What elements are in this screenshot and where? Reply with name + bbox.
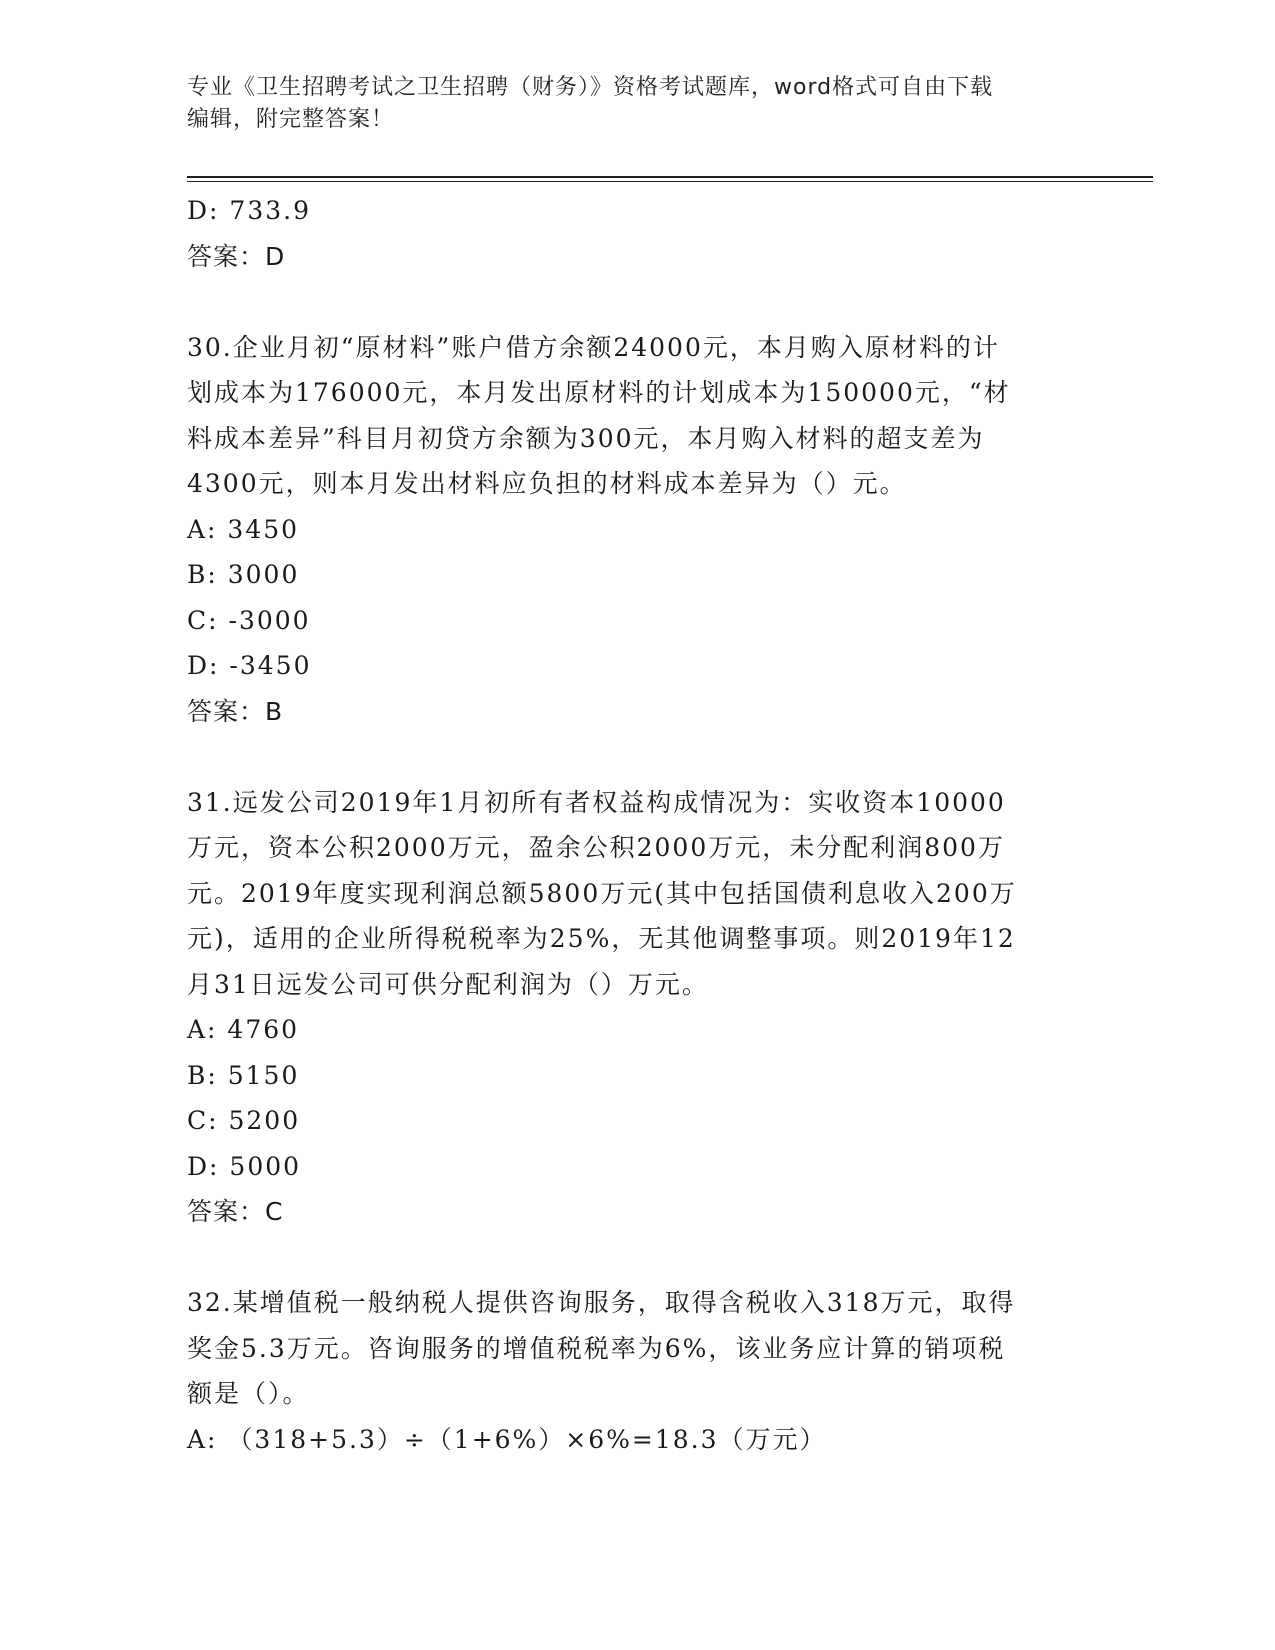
option-c: C: 5200 (187, 1106, 301, 1135)
question-text-line: 奖金5.3万元。咨询服务的增值税税率为6%，该业务应计算的销项税 (187, 1333, 1006, 1363)
question-text-line: 30.企业月初“原材料”账户借方余额24000元，本月购入原材料的计 (187, 332, 1000, 362)
spacer (187, 279, 1082, 325)
option-c: C: -3000 (187, 605, 311, 635)
question-text-line: 料成本差异”科目月初贷方余额为300元，本月购入材料的超支差为 (187, 423, 985, 453)
question-text-line: 额是（）。 (187, 1379, 310, 1408)
option-d: D: 5000 (187, 1151, 302, 1181)
option-a: A: 4760 (187, 1015, 300, 1044)
header-line-1: 专业《卫生招聘考试之卫生招聘（财务）》资格考试题库，word格式可自由下载 (187, 75, 994, 100)
spacer (187, 1235, 1082, 1281)
question-text-line: 月31日远发公司可供分配利润为（）万元。 (187, 969, 709, 999)
question-text-line: 万元，资本公积2000万元，盈余公积2000万元，未分配利润800万 (187, 833, 1005, 862)
header-rule-thin (187, 181, 1153, 182)
question-text-line: 元)，适用的企业所得税税率为25%，无其他调整事项。则2019年12 (187, 924, 1016, 953)
question-text-line: 4300元，则本月发出材料应负担的材料成本差异为（）元。 (187, 469, 907, 498)
option-b: B: 5150 (187, 1060, 300, 1090)
page-header (187, 72, 1067, 136)
header-rule-thick (187, 176, 1153, 178)
option-b: B: 3000 (187, 560, 300, 589)
question-text-line: 划成本为176000元，本月发出原材料的计划成本为150000元，“材 (187, 378, 1011, 407)
answer-line: 答案：C (187, 1197, 284, 1226)
question-text-line: 31.远发公司2019年1月初所有者权益构成情况为：实收资本10000 (187, 787, 1006, 817)
question-31 (187, 780, 1082, 1235)
question-text-line: 元。2019年度实现利润总额5800万元(其中包括国债利息收入200万 (187, 878, 1017, 908)
option-d: D: 733.9 (187, 196, 311, 225)
question-30 (187, 325, 1082, 735)
answer-line: 答案：B (187, 696, 284, 726)
spacer (187, 734, 1082, 780)
option-d: D: -3450 (187, 651, 312, 680)
option-a: A: 3450 (187, 514, 300, 544)
answer-line: 答案：D (187, 241, 286, 271)
prev-question-tail (187, 188, 1082, 279)
option-a: A: （318+5.3）÷（1+6%）×6%=18.3（万元） (187, 1424, 827, 1454)
question-32 (187, 1280, 1082, 1462)
question-content (187, 188, 1082, 1462)
header-line-2: 编辑，附完整答案！ (187, 107, 395, 132)
question-text-line: 32.某增值税一般纳税人提供咨询服务，取得含税收入318万元，取得 (187, 1288, 1016, 1317)
